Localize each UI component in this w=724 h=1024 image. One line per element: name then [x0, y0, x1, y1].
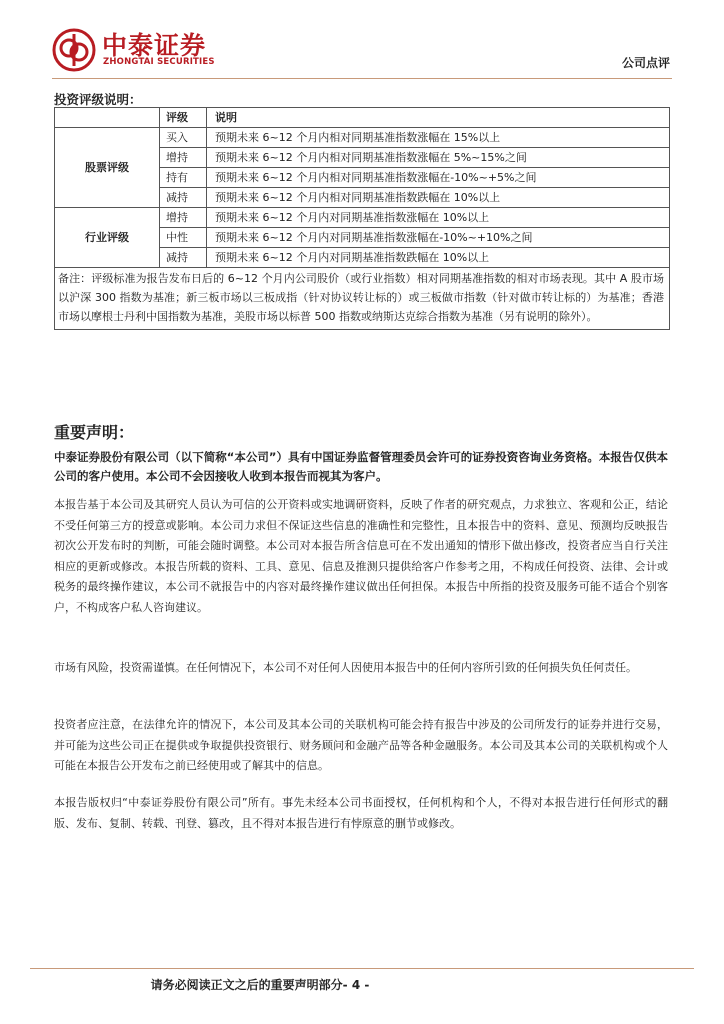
industry-rating-category: 行业评级 [55, 208, 160, 268]
table-header-level: 评级 [160, 108, 207, 128]
rating-desc: 预期未来 6~12 个月内相对同期基准指数跌幅在 10%以上 [207, 188, 670, 208]
logo-chinese-name: 中泰证券 [102, 31, 207, 60]
table-header-desc: 说明 [207, 108, 670, 128]
rating-desc: 预期未来 6~12 个月内对同期基准指数涨幅在-10%~+10%之间 [207, 228, 670, 248]
disclaimer-bold-statement: 中泰证券股份有限公司（以下简称“本公司”）具有中国证券监督管理委员会许可的证券投资咨询业务资格。本报告仅供本公司的客户使用。本公司不会因接收人收到本报告而视其为客户。 [54, 450, 668, 483]
page-header [52, 24, 672, 74]
table-note-row [55, 268, 670, 330]
table-row [55, 208, 670, 228]
page-number: - 4 - [342, 978, 370, 992]
rating-section-title: 投资评级说明： [54, 92, 142, 107]
rating-desc: 预期未来 6~12 个月内相对同期基准指数涨幅在 5%~15%之间 [207, 148, 670, 168]
rating-desc: 预期未来 6~12 个月内对同期基准指数涨幅在 10%以上 [207, 208, 670, 228]
rating-desc: 预期未来 6~12 个月内相对同期基准指数涨幅在-10%~+5%之间 [207, 168, 670, 188]
rating-table [54, 107, 670, 330]
disclaimer-paragraph-1: 本报告基于本公司及其研究人员认为可信的公开资料或实地调研资料，反映了作者的研究观点，力求独立、客观和公正，结论不受任何第三方的授意或影响。本公司力求但不保证这些信息的准确性和完整性，且本报告中的资料、意见、预测均反映报告初次公开发布时的判断，可能会随时调整。本公司对本报告所含信息可在不发出通知的情形下做出修改，投资者应当自行关注相应的更新或修改。本报告所载的资料、工具、意见、信息及推测只提供给客户作参考之用，不构成任何投资、法律、会计或税务的最终操作建议，本公司不就报告中的内容对最终操作建议做出任何担保。本报告中所指的投资及服务可能不适合个别客户，不构成客户私人咨询建议。 [54, 498, 668, 614]
disclaimer-title: 重要声明： [54, 423, 135, 442]
zhongtai-logo-icon [52, 28, 96, 72]
page-footer [0, 976, 520, 993]
rating-level: 买入 [160, 128, 207, 148]
stock-rating-category: 股票评级 [55, 128, 160, 208]
table-header-row [55, 108, 670, 128]
rating-level: 减持 [160, 248, 207, 268]
rating-level: 中性 [160, 228, 207, 248]
footer-divider [30, 968, 694, 969]
rating-note: 备注：评级标准为报告发布日后的 6~12 个月内公司股价（或行业指数）相对同期基准指数的相对市场表现。其中 A 股市场以沪深 300 指数为基准；新三板市场以三板成指（针对协议转让标的）或三板做市指数（针对做市转让标的）为基准；香港市场以摩根士丹利中国指数为基准，美股市场以标普 500 指数或纳斯达克综合指数为基准（另有说明的除外）。 [55, 268, 670, 330]
rating-level: 持有 [160, 168, 207, 188]
disclaimer-paragraph-4: 本报告版权归“中泰证券股份有限公司”所有。事先未经本公司书面授权，任何机构和个人，不得对本报告进行任何形式的翻版、发布、复制、转载、刊登、篡改，且不得对本报告进行有悖原意的删节或修改。 [54, 796, 668, 830]
rating-level: 增持 [160, 148, 207, 168]
rating-desc: 预期未来 6~12 个月内对同期基准指数跌幅在 10%以上 [207, 248, 670, 268]
logo-english-name: ZHONGTAI SECURITIES [103, 57, 215, 67]
rating-level: 减持 [160, 188, 207, 208]
disclaimer-paragraph-3: 投资者应注意，在法律允许的情况下，本公司及其本公司的关联机构可能会持有报告中涉及的公司所发行的证券并进行交易，并可能为这些公司正在提供或争取提供投资银行、财务顾问和金融产品等各种金融服务。本公司及其本公司的关联机构或个人可能在本报告公开发布之前已经使用或了解其中的信息。 [54, 718, 668, 772]
footer-notice: 请务必阅读正文之后的重要声明部分 [150, 978, 343, 992]
table-header-empty [55, 108, 160, 128]
table-row [55, 128, 670, 148]
rating-level: 增持 [160, 208, 207, 228]
disclaimer-paragraph-2: 市场有风险，投资需谨慎。在任何情况下，本公司不对任何人因使用本报告中的任何内容所引致的任何损失负任何责任。 [54, 661, 637, 674]
header-divider [52, 78, 672, 79]
document-type-label: 公司点评 [621, 56, 670, 70]
rating-desc: 预期未来 6~12 个月内相对同期基准指数涨幅在 15%以上 [207, 128, 670, 148]
